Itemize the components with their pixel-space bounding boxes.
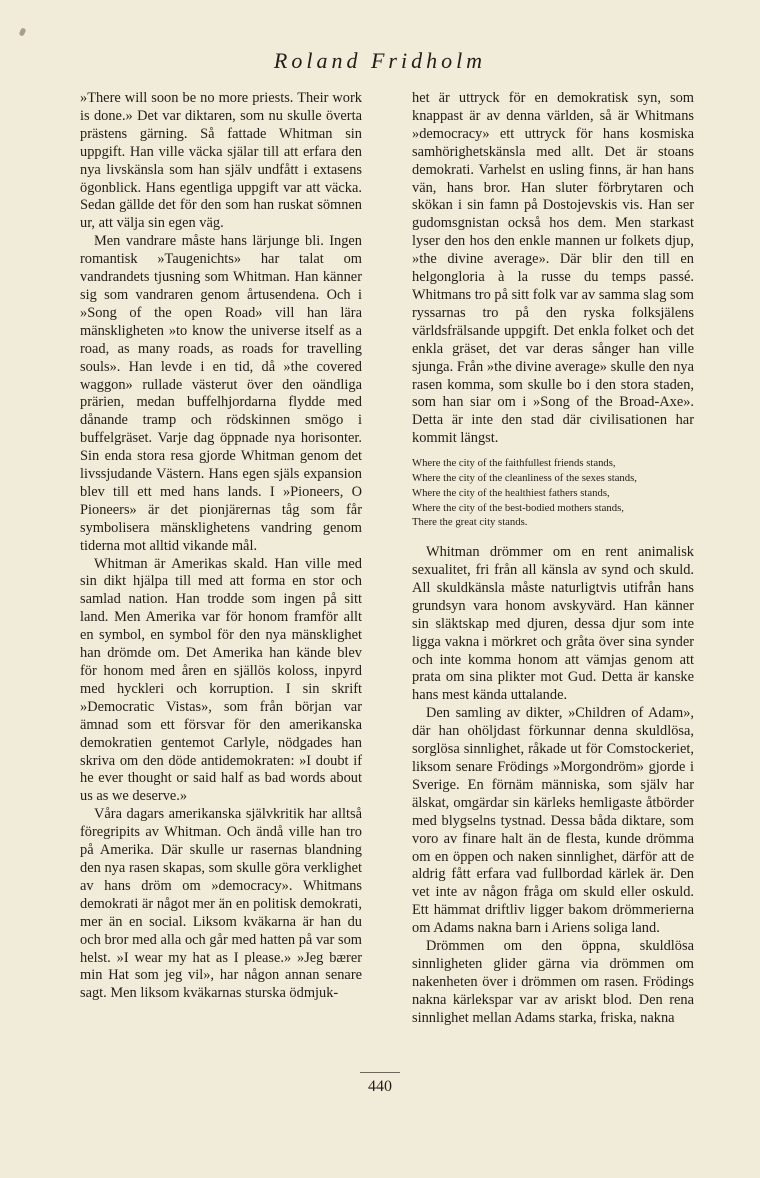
right-column xyxy=(412,90,694,1028)
poem-line: Where the city of the faithfullest friends stands, xyxy=(412,457,616,470)
folio-rule xyxy=(360,1072,400,1073)
left-column xyxy=(80,90,362,1003)
paragraph: Våra dagars amerikanska självkritik har alltså föregripits av Whitman. Och ändå ville han tro på Amerika. Där skulle ur rasernas blandning den nya rasen skapas, som skulle göra verklighet av hans dröm om »democracy». Whitmans demokrati är något mer än en politisk demokrati, mer än en social. Liksom kväkarna är han du och bror med alla och går med hatten på var som helst. »I wear my hat as I please.» »Jeg bærer min Hat som jeg vil», har någon annan senare sagt. Men liksom kväkarnas sturska ödmjuk- xyxy=(80,806,362,1002)
poem-quotation xyxy=(412,456,694,530)
running-header: Roland Fridholm xyxy=(273,48,487,73)
poem-line: Where the city of the healthiest fathers stands, xyxy=(412,486,610,499)
paragraph: »There will soon be no more priests. Their work is done.» Det var diktaren, som nu skulle överta prästens gärning. Så fattade Whitman sin uppgift. Han ville väcka själar till att erfara den nya livskänsla som han själv undfått i extasens ögonblick. Hans egentliga uppgift var att väcka. Sedan gällde det för den som han ruskat sömnen ur, att välja sin egen väg. xyxy=(80,90,362,232)
paragraph: Den samling av dikter, »Children of Adam», där han ohöljdast förkunnar denna skuldlösa, sorglösa sinnlighet, råkade ut för Comstockeriet, liksom senare Frödings »Morgondröm» gjorde i Sverige. En förnäm människa, som själv har älskat, omgärdar sin kärleks hemligaste åtbörder med blygselns tystnad. Dessa båda diktare, som voro av finare halt än de flesta, kunde drömma om en öppen och naken sinnlighet, därför att de aldrig fått erfara vad fullbordad kärlek är. Den vet inte av någon fråga om skuld eller oskuld. Ett hämmat driftliv ligger bakom drömmerierna om Adams nakna barn i Ariens soliga land. xyxy=(412,705,694,937)
paragraph: Whitman är Amerikas skald. Han ville med sin dikt hjälpa till med att forma en stor och samlad nation. Han trodde som ingen på sitt land. Men Amerika var för honom framför allt en symbol, en symbol för den nya mänsklighet han drömde om. Det Amerika han kände blev för honom med åren en själlös koloss, inpyrd med hyckleri och korruption. I sin skrift »Democratic Vistas», som från början var ämnad som ett försvar för den amerikanska demokratien gentemot Carlyle, nödgades han skriva om den döde antidemokraten: »I doubt if he ever thought or said half as bad words about us as we deserve.» xyxy=(80,555,362,805)
poem-line: Where the city of the cleanliness of the sexes stands, xyxy=(412,471,637,484)
poem-line: There the great city stands. xyxy=(412,516,528,529)
paragraph: Whitman drömmer om en rent animalisk sexualitet, fri från all känsla av synd och skuld. All skuldkänsla måste naturligtvis utifrån hans grundsyn vara honom avskyvärd. Han känner sin släktskap med djuren, dessa djur som inte ligga vakna i mörkret och gråta över sina synder och inte komma honom att vämjas genom att prata om sina plikter mot Gud. Detta är kanske hans mest kända uttalande. xyxy=(412,544,694,704)
page-number: 440 xyxy=(368,1078,392,1095)
paragraph: Drömmen om den öppna, skuldlösa sinnligheten glider gärna via drömmen om nakenheten över i drömmen om rasen. Frödings nakna kärlekspar var av ariskt blod. Den rena sinnlighet mellan Adams starka, friska, nakna xyxy=(412,938,694,1026)
paper-speck xyxy=(19,27,27,36)
paragraph: Men vandrare måste hans lärjunge bli. Ingen romantisk »Taugenichts» har talat om vandrandets tjusning som Whitman. Han känner sig som vandraren genom årtusendena. Och i »Song of the open Road» vill han lära mänskligheten »to know the universe itself as a road, as many roads, as roads for travelling souls». Han levde i en tid, då »the covered waggon» rullade västerut över den oändliga prärien, medan buffelhjordarna flydde med dånande tramp och rödskinnen smögo i buffelgräset. Varje dag öppnade nya horisonter. Sin enda stora resa gjorde Whitman genom det livssjudande Västern. Hans egen själs expansion blev till ett med hans lands. I »Pioneers, O Pioneers» är det pionjärernas tåg som får symbolisera mänsklighetens vandring genom tiderna mot alltid vikande mål. xyxy=(80,233,362,554)
poem-line: Where the city of the best-bodied mothers stands, xyxy=(412,501,624,514)
paragraph: het är uttryck för en demokratisk syn, som knappast är av denna världen, så är Whitmans »democracy» ett uttryck för hans kosmiska samhörighetskänsla med allt. Det är stoans demokrati. Varhelst en usling finns, är han hans vän, hans bror. Han sluter förbrytaren och skökan i sin famn på Dostojevskis vis. Han ser gudomsgnistan också hos dem. Men starkast lyser den hos den enkle mannen ur folkets djup, »the divine average». Där blir den till en helgongloria à la russe du temps passé. Whitmans tro på sitt folk var av samma slag som ryssarnas tro på den ryska folksjälens världsfrälsande uppgift. Det enkla folket och det enkla gräset, det var deras sånger han ville sjunga. Från »the divine average» skulle den nya rasen komma, som skulle bo i den stora staden, som han siar om i »Song of the Broad-Axe». Detta är inte den stad där civilisationen har kommit längst. xyxy=(412,90,694,447)
